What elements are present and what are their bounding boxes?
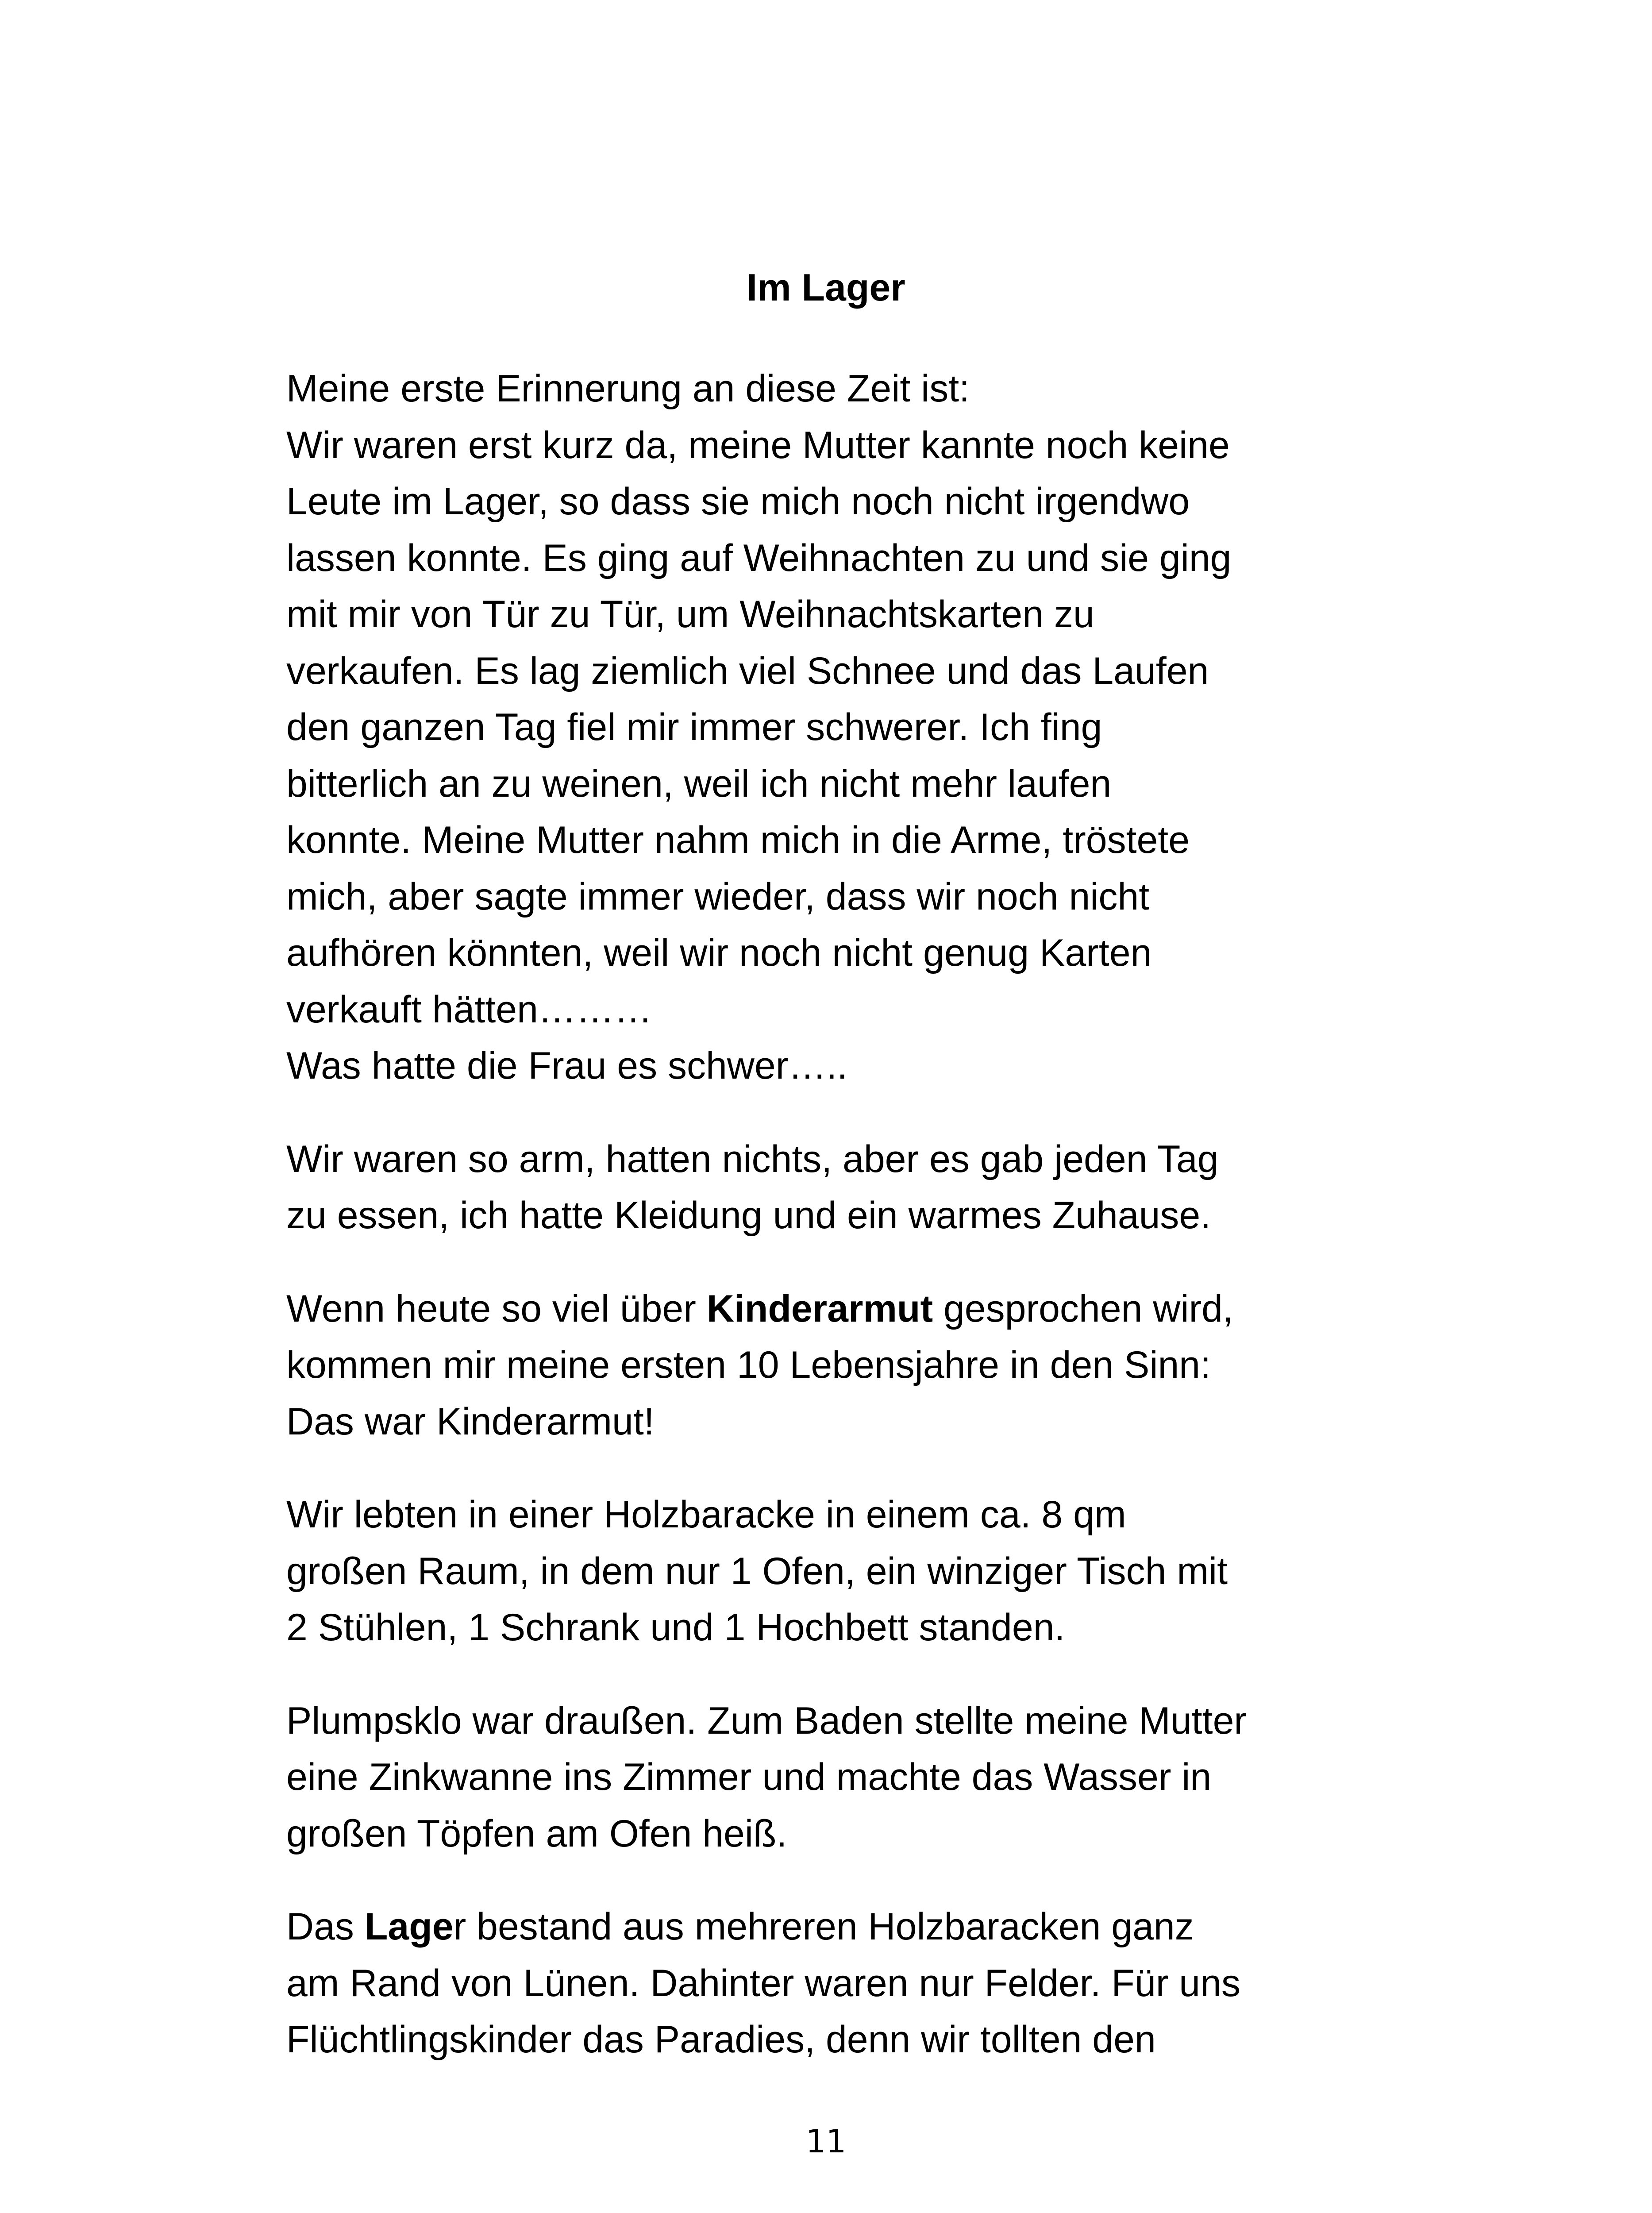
- text-line: [286, 1899, 1419, 1955]
- text-line: zu essen, ich hatte Kleidung und ein warmes Zuhause.: [286, 1194, 1211, 1237]
- text-line: bitterlich an zu weinen, weil ich nicht mehr laufen: [286, 762, 1112, 805]
- chapter-title: Im Lager: [747, 266, 905, 309]
- text-line: am Rand von Lünen. Dahinter waren nur Felder. Für uns: [286, 1962, 1240, 2005]
- text-line: lassen konnte. Es ging auf Weihnachten zu und sie ging: [286, 536, 1232, 579]
- text-line: großen Raum, in dem nur 1 Ofen, ein winziger Tisch mit: [286, 1550, 1228, 1592]
- text-line: [286, 1281, 1419, 1338]
- paragraph-bathing: [286, 1693, 1419, 1862]
- text-line: mich, aber sagte immer wieder, dass wir noch nicht: [286, 875, 1150, 918]
- bold-term-lager: Lage: [364, 1905, 454, 1948]
- text-line: verkaufen. Es lag ziemlich viel Schnee und das Laufen: [286, 649, 1209, 692]
- text-line: großen Töpfen am Ofen heiß.: [286, 1812, 787, 1855]
- text-line: Das war Kinderarmut!: [286, 1400, 655, 1443]
- bold-term-kinderarmut: Kinderarmut: [706, 1287, 933, 1330]
- text-line: Flüchtlingskinder das Paradies, denn wir tollten den: [286, 2018, 1156, 2061]
- text-line: Plumpsklo war draußen. Zum Baden stellte meine Mutter: [286, 1699, 1247, 1742]
- text-line: Wir waren erst kurz da, meine Mutter kannte noch keine: [286, 424, 1230, 467]
- paragraph-barracks: [286, 1487, 1419, 1656]
- text-line: kommen mir meine ersten 10 Lebensjahre in den Sinn:: [286, 1344, 1211, 1386]
- paragraph-poverty: [286, 1131, 1419, 1244]
- paragraph-camp: [286, 1899, 1419, 2068]
- text-line: Leute im Lager, so dass sie mich noch nicht irgendwo: [286, 480, 1190, 523]
- text-line: verkauft hätten………: [286, 988, 652, 1031]
- paragraph-child-poverty: [286, 1281, 1419, 1450]
- text-line: Was hatte die Frau es schwer…..: [286, 1045, 848, 1087]
- text-line: konnte. Meine Mutter nahm mich in die Arme, tröstete: [286, 819, 1190, 861]
- text-line: 2 Stühlen, 1 Schrank und 1 Hochbett standen.: [286, 1606, 1065, 1649]
- body-text: [286, 361, 1419, 2105]
- text-fragment: Das: [286, 1905, 365, 1948]
- text-line: mit mir von Tür zu Tür, um Weihnachtskarten zu: [286, 593, 1094, 636]
- text-fragment: r bestand aus mehreren Holzbaracken ganz: [453, 1905, 1194, 1948]
- text-line: Wir lebten in einer Holzbaracke in einem ca. 8 qm: [286, 1493, 1126, 1536]
- text-line: Meine erste Erinnerung an diese Zeit ist:: [286, 367, 970, 410]
- text-line: aufhören könnten, weil wir noch nicht genug Karten: [286, 932, 1152, 974]
- paragraph-memory: [286, 361, 1419, 1095]
- page-number: 11: [805, 2123, 847, 2160]
- text-line: den ganzen Tag fiel mir immer schwerer. Ich fing: [286, 706, 1102, 748]
- text-line: eine Zinkwanne ins Zimmer und machte das Wasser in: [286, 1756, 1212, 1798]
- text-fragment: gesprochen wird,: [933, 1287, 1233, 1330]
- text-fragment: Wenn heute so viel über: [286, 1287, 707, 1330]
- text-line: Wir waren so arm, hatten nichts, aber es gab jeden Tag: [286, 1137, 1219, 1180]
